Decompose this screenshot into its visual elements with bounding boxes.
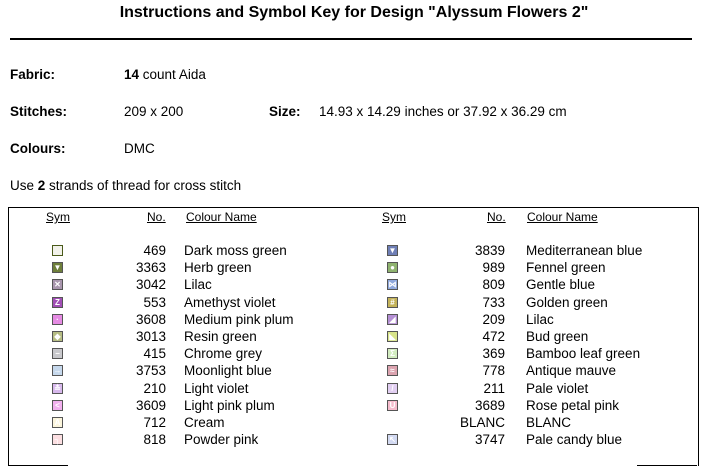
note-pre: Use xyxy=(10,178,38,193)
key-row xyxy=(0,294,708,311)
dmc-number: 209 xyxy=(482,311,505,327)
symbol-swatch-icon: ◆ xyxy=(52,331,63,342)
key-row xyxy=(0,431,708,448)
symbol-swatch-icon: · xyxy=(52,314,63,325)
dmc-number: 778 xyxy=(482,363,505,379)
colour-name: Powder pink xyxy=(184,432,259,448)
symbol-swatch-icon: ▼ xyxy=(388,246,397,255)
key-row xyxy=(0,311,708,328)
stitches-value: 209 x 200 xyxy=(124,104,184,119)
colour-name: Lilac xyxy=(526,311,554,327)
header-no-right: No. xyxy=(487,210,506,224)
colour-name: Amethyst violet xyxy=(184,294,276,310)
symbol-swatch-icon: ≛ xyxy=(52,383,63,394)
colour-name: Fennel green xyxy=(526,260,606,276)
table-bottom-tick-right xyxy=(637,465,697,466)
key-row xyxy=(0,362,708,379)
dmc-number: 472 xyxy=(482,329,505,344)
symbol-swatch-icon: ≈ xyxy=(387,365,398,376)
symbol-swatch-icon: Σ xyxy=(387,348,398,359)
colour-name: Pale candy blue xyxy=(526,432,623,448)
title-underline xyxy=(10,38,692,40)
colour-name: Chrome grey xyxy=(184,346,263,362)
dmc-number: 3609 xyxy=(135,397,166,413)
dmc-number: 553 xyxy=(143,294,166,310)
dmc-number: 818 xyxy=(143,432,166,448)
note-strands: 2 xyxy=(37,178,46,193)
colour-name: Light violet xyxy=(184,380,249,396)
symbol-swatch-icon: ⋈ xyxy=(388,280,397,290)
dmc-number: 3013 xyxy=(135,329,166,344)
colour-name: Pale violet xyxy=(526,380,589,396)
fabric-label: Fabric: xyxy=(10,67,56,82)
dmc-number: 3608 xyxy=(135,311,166,327)
colour-name: Herb green xyxy=(184,260,252,276)
header-sym-right: Sym xyxy=(382,210,406,224)
dmc-number: 989 xyxy=(482,260,505,276)
dmc-number: 469 xyxy=(143,243,166,258)
fabric-count: 14 xyxy=(124,67,140,82)
key-row xyxy=(0,345,708,362)
page-title: Instructions and Symbol Key for Design "Alyssum Flowers 2" xyxy=(119,4,589,21)
thread-note xyxy=(10,178,241,193)
colour-name: Moonlight blue xyxy=(184,363,272,379)
symbol-swatch-icon: ┐ xyxy=(52,434,63,445)
symbol-swatch-icon: ↖ xyxy=(387,434,398,445)
symbol-swatch-icon: ✕ xyxy=(52,279,63,290)
symbol-swatch-icon: < xyxy=(52,400,63,411)
symbol-swatch-icon: → xyxy=(53,366,62,376)
dmc-number: 3747 xyxy=(474,432,505,448)
symbol-swatch-icon: ◢ xyxy=(387,314,398,325)
header-sym-left: Sym xyxy=(46,210,70,224)
colour-name: Mediterranean blue xyxy=(526,243,643,258)
stitches-label: Stitches: xyxy=(10,104,68,119)
key-row xyxy=(0,259,708,276)
colour-name: Dark moss green xyxy=(184,243,287,258)
header-name-left: Colour Name xyxy=(186,210,257,224)
dmc-number: 211 xyxy=(483,380,505,396)
size-value: 14.93 x 14.29 inches or 37.92 x 36.29 cm xyxy=(319,104,567,119)
dmc-number: 3839 xyxy=(474,243,505,258)
key-row xyxy=(0,328,708,345)
dmc-number: 3363 xyxy=(135,260,166,276)
colour-name: Medium pink plum xyxy=(184,311,294,327)
header-name-right: Colour Name xyxy=(527,210,598,224)
header-no-left: No. xyxy=(147,210,166,224)
key-row xyxy=(0,414,708,431)
colour-name: Bamboo leaf green xyxy=(526,346,641,362)
colour-name: Bud green xyxy=(526,329,589,344)
dmc-number: 210 xyxy=(143,380,166,396)
colour-name: BLANC xyxy=(526,415,572,430)
symbol-swatch-icon: A xyxy=(52,417,63,428)
size-label: Size: xyxy=(269,104,301,119)
colour-name: Rose petal pink xyxy=(526,397,620,413)
dmc-number: 712 xyxy=(143,415,166,430)
key-row xyxy=(0,380,708,397)
symbol-swatch-icon: ● xyxy=(387,262,398,273)
dmc-number: 809 xyxy=(482,277,505,293)
symbol-swatch-icon: Z xyxy=(52,297,63,308)
symbol-swatch-icon: − xyxy=(52,348,63,359)
note-post: strands of thread for cross stitch xyxy=(45,178,242,193)
dmc-number: 3753 xyxy=(135,363,166,379)
dmc-number: BLANC xyxy=(459,415,505,430)
dmc-number: 3042 xyxy=(135,277,166,293)
key-row xyxy=(0,242,708,259)
colours-label: Colours: xyxy=(10,141,66,156)
dmc-number: 369 xyxy=(482,346,505,362)
fabric-type: count Aida xyxy=(139,67,206,82)
colour-name: Gentle blue xyxy=(526,277,596,293)
fabric-value xyxy=(124,67,206,82)
symbol-swatch-icon: ▼ xyxy=(53,263,62,273)
colour-name: Light pink plum xyxy=(184,397,275,413)
colour-name: Golden green xyxy=(526,294,608,310)
key-row xyxy=(0,276,708,293)
colour-name: Cream xyxy=(184,415,225,430)
colour-name: Resin green xyxy=(184,329,257,344)
colour-name: Antique mauve xyxy=(526,363,617,379)
key-row xyxy=(0,397,708,414)
symbol-swatch-icon: ◣ xyxy=(387,331,398,342)
colour-name: Lilac xyxy=(184,277,212,293)
table-bottom-tick-left xyxy=(8,465,68,466)
dmc-number: 733 xyxy=(482,294,505,310)
symbol-swatch-icon: U xyxy=(387,400,398,411)
dmc-number: 3689 xyxy=(474,397,505,413)
colours-value: DMC xyxy=(124,141,155,156)
symbol-swatch-icon: / xyxy=(387,383,398,394)
dmc-number: 415 xyxy=(143,346,166,362)
symbol-swatch-icon: # xyxy=(387,297,398,308)
